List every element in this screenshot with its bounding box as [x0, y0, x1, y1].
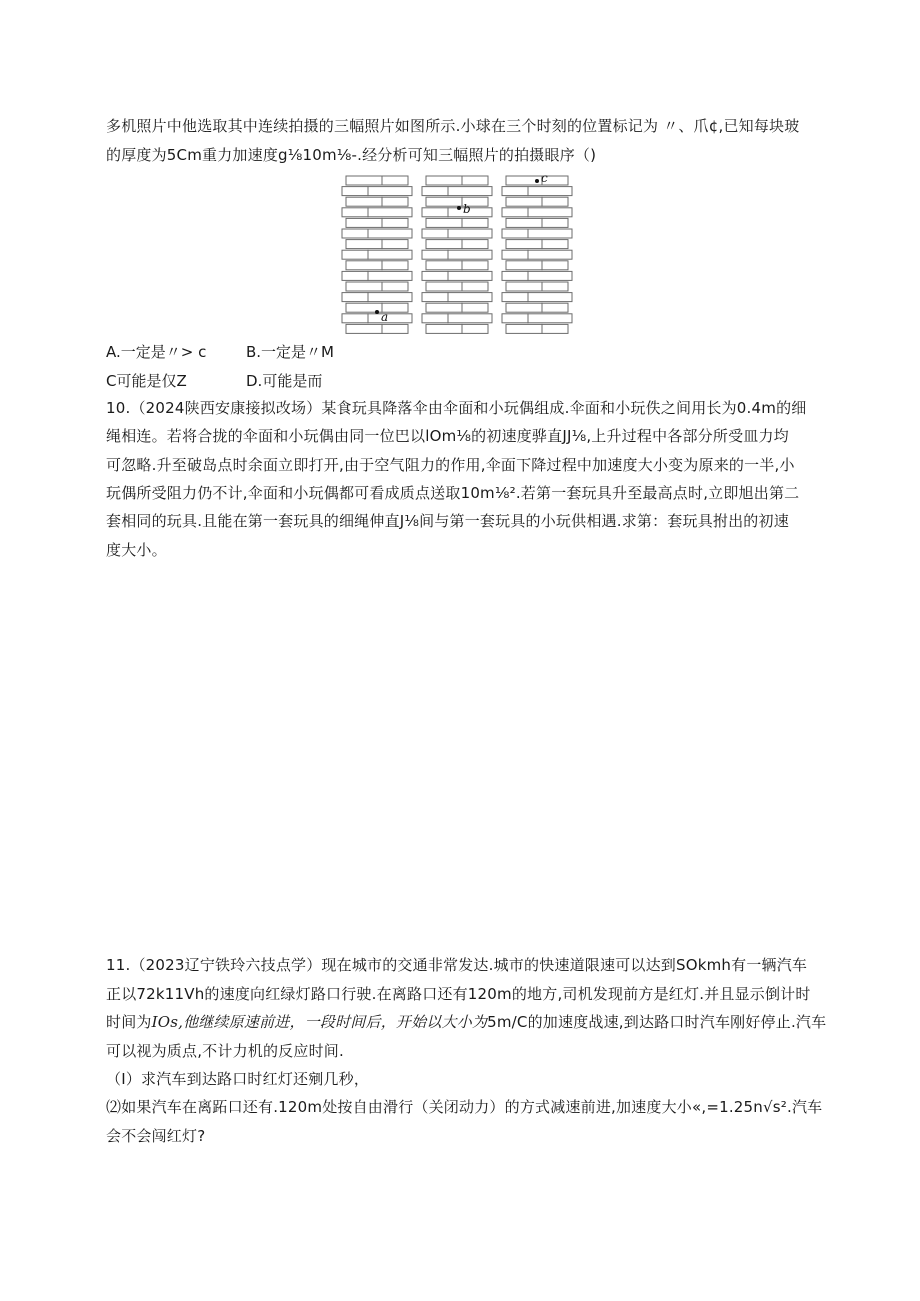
brick — [422, 229, 448, 238]
brick — [422, 314, 448, 323]
brick — [502, 271, 528, 280]
q11-text-line6: ⑵如果汽车在离跖口还有.120m处按自由滑行（关闭动力）的方式减速前进,加速度大小«,=1.25n√s².汽车 — [106, 1098, 823, 1116]
q10-text-line5: 套相同的玩具.且能在第一套玩具的细绳伸直J⅛间与第一套玩具的小玩供相遇.求第：套玩具拊出的初速 — [106, 512, 789, 530]
q10-text-line2: 绳相连。若将合拢的伞面和小玩偶由同一位巴以lOm⅛的初速度骅直JJ⅛,上升过程中各部分所受皿力均 — [106, 427, 789, 445]
brick — [542, 282, 568, 291]
brick — [368, 250, 412, 259]
brick — [506, 324, 542, 333]
q11-line3-post: 5m/C的加速度战速,到达路口时汽车刚好停止.汽车 — [487, 1013, 827, 1031]
brick — [426, 324, 462, 333]
brick — [528, 293, 572, 302]
brick — [342, 250, 368, 259]
brick — [426, 176, 462, 185]
brick — [462, 240, 488, 249]
q11-text-line4: 可以视为质点,不计力机的反应时间. — [106, 1042, 344, 1060]
brick — [426, 240, 462, 249]
brick — [502, 250, 528, 259]
brick — [382, 324, 408, 333]
brick — [368, 271, 412, 280]
brick — [542, 261, 568, 270]
brick — [368, 314, 412, 323]
brick — [506, 240, 542, 249]
q9-option-a: A.一定是〃> c — [106, 343, 207, 361]
brick — [382, 176, 408, 185]
brick — [382, 218, 408, 227]
q9-text-line2: 的厚度为5Cm重力加速度g⅛10m⅛-.经分析可知三幅照片的拍摄眼序（) — [106, 146, 597, 164]
ball-b-label: b — [463, 202, 471, 216]
brick — [502, 229, 528, 238]
brick — [342, 187, 368, 196]
brick — [346, 261, 382, 270]
ball-c-label: c — [541, 172, 548, 185]
q11-line3-pre: 时间为 — [106, 1013, 152, 1031]
brick — [528, 208, 572, 217]
brick — [502, 293, 528, 302]
brick — [382, 240, 408, 249]
brick — [528, 187, 572, 196]
brick — [342, 229, 368, 238]
brick — [422, 187, 448, 196]
brick — [506, 282, 542, 291]
brick — [502, 208, 528, 217]
brick — [426, 261, 462, 270]
brick — [462, 282, 488, 291]
brick — [342, 293, 368, 302]
brick — [462, 324, 488, 333]
q11-line3-italic: IOs,他继续原速前进，一段时间后，开始以大小为 — [151, 1013, 488, 1031]
brick — [448, 250, 492, 259]
brick — [346, 240, 382, 249]
brick-wall-3 — [502, 176, 572, 333]
q9-option-c: C可能是仅Z — [106, 372, 187, 390]
q10-text-line6: 度大小。 — [106, 541, 167, 559]
q9-text-line1: 多机照片中他选取其中连续拍摄的三幅照片如图所示.小球在三个时刻的位置标记为 〃、爪¢,已知每块玻 — [106, 117, 800, 135]
q11-text-line7: 会不会闯红灯? — [106, 1127, 206, 1145]
brick — [368, 208, 412, 217]
q11-text-line5: （I）求汽车到达路口时红灯还剜几秒， — [106, 1070, 370, 1088]
brick — [528, 271, 572, 280]
brick — [422, 293, 448, 302]
brick — [462, 218, 488, 227]
brick — [528, 250, 572, 259]
brick — [382, 282, 408, 291]
brick — [542, 218, 568, 227]
q11-text-line3 — [106, 1012, 826, 1032]
brick — [346, 176, 382, 185]
brick — [528, 229, 572, 238]
q10-text-line3: 可忽略.升至破岛点时余面立即打开,由于空气阻力的作用,伞面下降过程中加速度大小变为原来的一半,小 — [106, 456, 795, 474]
brick — [462, 303, 488, 312]
brick — [462, 261, 488, 270]
brick-wall-1 — [342, 176, 412, 333]
brick — [342, 314, 368, 323]
brick — [426, 303, 462, 312]
brick — [422, 250, 448, 259]
brick — [422, 208, 448, 217]
brick — [342, 208, 368, 217]
brick — [346, 282, 382, 291]
brick — [368, 229, 412, 238]
q11-text-line1: 11.（2023辽宁铁玲六技点学）现在城市的交通非常发达.城市的快速道限速可以达到SOkmh有一辆汽车 — [106, 956, 808, 974]
q11-text-line2: 正以72k11Vh的速度向红绿灯路口行驶.在离路口还有120m的地方,司机发现前方是红灯.并且显示倒计时 — [106, 985, 811, 1003]
brick — [448, 271, 492, 280]
brick — [502, 314, 528, 323]
brick — [448, 293, 492, 302]
brick-wall-2 — [422, 176, 492, 333]
brick — [346, 324, 382, 333]
brick — [426, 282, 462, 291]
brick — [422, 271, 448, 280]
q9-option-d: D.可能是而 — [246, 372, 323, 390]
brick — [542, 240, 568, 249]
brick — [506, 197, 542, 206]
brick — [426, 218, 462, 227]
brick — [346, 218, 382, 227]
brick — [382, 261, 408, 270]
brick — [506, 303, 542, 312]
brick — [368, 187, 412, 196]
brick — [368, 293, 412, 302]
brick — [506, 261, 542, 270]
ball-a-label: a — [381, 310, 389, 324]
brick — [462, 176, 488, 185]
brick — [542, 324, 568, 333]
brick — [542, 303, 568, 312]
brick-wall-photos-figure — [338, 172, 582, 337]
brick — [346, 197, 382, 206]
brick — [506, 218, 542, 227]
brick-walls — [342, 176, 572, 333]
brick — [426, 197, 462, 206]
q10-text-line1: 10.（2024陕西安康接拟改场）某食玩具降落伞由伞面和小玩偶组成.伞面和小玩佚之间用长为0.4m的细 — [106, 399, 807, 417]
brick — [448, 229, 492, 238]
brick — [342, 271, 368, 280]
brick — [382, 197, 408, 206]
q9-option-b: B.一定是〃M — [246, 343, 335, 361]
brick — [448, 314, 492, 323]
q10-text-line4: 玩偶所受阻力仍不计,伞面和小玩偶都可看成质点送取10m⅛².若第一套玩具升至最高点时,立即旭出第二 — [106, 484, 800, 502]
brick — [502, 187, 528, 196]
brick — [448, 187, 492, 196]
brick — [528, 314, 572, 323]
brick — [542, 197, 568, 206]
